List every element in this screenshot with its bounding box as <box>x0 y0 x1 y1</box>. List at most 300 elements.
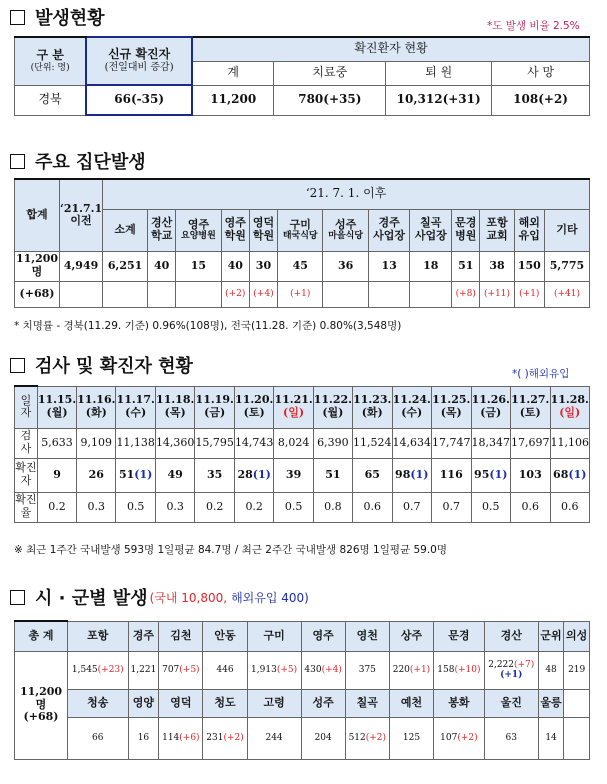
city-count: 14 <box>545 732 557 743</box>
header-new-cases: 신규 확진자 (전일대비 증감) <box>86 37 192 85</box>
tests-value: 11,524 <box>353 428 393 458</box>
city-count: 107 <box>440 732 458 743</box>
city-value <box>128 717 159 759</box>
city-count: 125 <box>402 732 421 743</box>
date-weekday: (월) <box>46 406 68 419</box>
cluster-change: (+41) <box>544 281 589 307</box>
cluster-col-name: 문경 <box>455 216 477 230</box>
confirmed-value <box>353 458 393 492</box>
city-value <box>203 651 247 689</box>
confirmed-count: 103 <box>518 467 542 481</box>
confirmed-value <box>37 458 76 492</box>
rate-value: 0.5 <box>274 492 313 522</box>
city-value <box>538 717 564 759</box>
header-gubun: 구 분 (단위: 명) <box>15 37 87 85</box>
cluster-col-header <box>514 209 544 251</box>
cluster-col-name: 포항 <box>486 216 508 230</box>
cluster-col-name: 기타 <box>556 222 578 236</box>
cluster-col-header <box>452 209 480 251</box>
rate-value: 0.6 <box>353 492 393 522</box>
cluster-col-header <box>410 209 452 251</box>
cluster-value: 150 <box>514 251 544 281</box>
city-count: 16 <box>137 732 150 743</box>
city-value <box>389 717 433 759</box>
cluster-col-header <box>480 209 514 251</box>
date-weekday: (화) <box>361 406 383 419</box>
date-weekday: (일) <box>559 406 581 419</box>
tests-value: 15,795 <box>195 428 235 458</box>
cluster-col-name: 영주 <box>224 216 246 230</box>
cluster-col-type: 요양병원 <box>181 231 216 242</box>
overseas-count: (1) <box>410 467 429 481</box>
cluster-value: 36 <box>323 251 368 281</box>
cluster-col-header <box>148 209 176 251</box>
row-label-tests: 검 사 <box>15 428 38 458</box>
confirmed-value <box>234 458 274 492</box>
tests-value: 11,106 <box>550 428 590 458</box>
cluster-col-type: 유입 <box>518 229 540 242</box>
domestic-count: (국내 10,800, <box>149 590 228 605</box>
rate-value: 0.6 <box>550 492 590 522</box>
row-label-gyeongbuk: 경북 <box>15 85 87 115</box>
date-day: 11.21. <box>274 393 313 407</box>
confirmed-value <box>195 458 235 492</box>
city-count: 375 <box>358 664 376 675</box>
city-value <box>345 717 389 759</box>
cluster-value: 45 <box>278 251 323 281</box>
city-name: 구미 <box>247 621 301 651</box>
city-value <box>128 651 159 689</box>
date-header <box>116 386 156 428</box>
city-value <box>389 651 433 689</box>
section-title-city <box>10 584 309 610</box>
rate-value: 0.3 <box>77 492 116 522</box>
city-value <box>434 717 485 759</box>
table-row <box>15 281 590 307</box>
cluster-col-type: 병원 <box>455 229 477 242</box>
header-treating: 치료중 <box>274 61 386 85</box>
cluster-col-name: 영덕 <box>252 216 275 230</box>
cluster-value: 40 <box>221 251 249 281</box>
cluster-col-type: 사업장 <box>373 229 406 242</box>
occurrence-table <box>14 36 590 116</box>
city-name: 영양 <box>128 689 159 717</box>
city-count: 48 <box>545 664 557 675</box>
city-name: 문경 <box>434 621 485 651</box>
city-change: (+2) <box>457 732 478 743</box>
city-name: 예천 <box>389 689 433 717</box>
weekly-footnote: ※ 최근 1주간 국내발생 593명 1일평균 84.7명 / 최근 2주간 국내발생 826명 1일평균 59.0명 <box>14 544 448 556</box>
header-grand-total: 총 계 <box>15 621 68 651</box>
city-name: 봉화 <box>434 689 485 717</box>
date-weekday: (목) <box>440 406 462 419</box>
date-weekday: (금) <box>204 406 226 419</box>
header-deaths: 사 망 <box>492 61 590 85</box>
city-name: 청도 <box>203 689 247 717</box>
city-count: 430 <box>304 664 322 675</box>
city-name: 김천 <box>159 621 203 651</box>
city-count: 707 <box>162 664 180 675</box>
cluster-col-type: 마을식당 <box>328 231 363 242</box>
tests-value: 6,390 <box>313 428 352 458</box>
before-value: 4,949 <box>60 251 103 281</box>
city-count: 244 <box>265 732 283 743</box>
fatality-footnote: * 치명률 - 경북(11.29. 기준) 0.96%(108명), 전국(11.28. 기준) 0.80%(3,548명) <box>14 320 402 332</box>
rate-value: 0.2 <box>234 492 274 522</box>
confirmed-value <box>550 458 590 492</box>
city-name: 칠곡 <box>345 689 389 717</box>
cluster-col-name: 경산 <box>151 216 173 230</box>
cluster-value: 18 <box>410 251 452 281</box>
city-name: 군위 <box>538 621 564 651</box>
cluster-change <box>410 281 452 307</box>
empty-cell <box>564 689 590 717</box>
cluster-col-type: 교회 <box>486 229 508 242</box>
section-title-text: 검사 및 확진자 현황 <box>35 356 193 377</box>
table-row <box>15 251 590 281</box>
header-confirmed-status: 확진환자 현황 <box>192 37 589 61</box>
city-value <box>247 717 301 759</box>
rate-value: 0.5 <box>471 492 511 522</box>
tests-value: 8,024 <box>274 428 313 458</box>
confirmed-count: 51 <box>118 467 135 481</box>
city-count: 512 <box>348 732 366 743</box>
rate-value: 0.2 <box>195 492 235 522</box>
city-name: 경주 <box>128 621 159 651</box>
date-day: 11.26. <box>471 393 510 407</box>
date-day: 11.19. <box>195 393 234 407</box>
confirmed-count: 26 <box>88 467 104 481</box>
city-count: 220 <box>392 664 410 675</box>
city-count: 1,913 <box>251 664 277 675</box>
cluster-change <box>148 281 176 307</box>
city-count: 63 <box>505 732 517 743</box>
date-day: 11.25. <box>432 393 471 407</box>
discharged-value: 10,312(+31) <box>386 85 492 115</box>
cluster-col-header <box>323 209 368 251</box>
date-header <box>432 386 472 428</box>
cluster-value: 15 <box>176 251 221 281</box>
confirmed-value <box>274 458 313 492</box>
city-name: 상주 <box>389 621 433 651</box>
date-header <box>313 386 352 428</box>
sum-value: 11,200명 <box>15 251 60 281</box>
cluster-col-type: 학원 <box>224 229 246 242</box>
confirmed-count: 28 <box>237 467 253 481</box>
checkbox-square-icon <box>10 10 25 25</box>
date-weekday: (금) <box>480 406 502 419</box>
city-name: 영주 <box>301 621 345 651</box>
city-change: (+7) <box>514 659 535 670</box>
city-name: 청송 <box>68 689 129 717</box>
date-day: 11.17. <box>116 393 155 407</box>
cluster-col-name: 소계 <box>114 222 136 236</box>
city-value <box>68 651 129 689</box>
tests-value: 17,697 <box>511 428 551 458</box>
city-count: 158 <box>437 664 455 675</box>
city-count: 66 <box>92 732 104 743</box>
date-header <box>511 386 551 428</box>
tests-value: 14,360 <box>155 428 195 458</box>
date-header <box>274 386 313 428</box>
cluster-col-header <box>221 209 249 251</box>
rate-value: 0.2 <box>37 492 76 522</box>
overseas-count: (1) <box>568 467 587 481</box>
date-day: 11.28. <box>550 393 589 407</box>
tests-value: 17,747 <box>432 428 472 458</box>
overseas-count: 해외유입 400) <box>231 590 309 605</box>
new-cases-value: 66(-35) <box>86 85 192 115</box>
empty-cell <box>60 281 103 307</box>
city-change: (+1) <box>409 664 431 675</box>
section-title-text: 발생현황 <box>35 8 105 29</box>
date-weekday: (목) <box>164 406 186 419</box>
confirmed-count: 9 <box>53 467 61 481</box>
city-value <box>434 651 485 689</box>
confirmed-count: 95 <box>474 467 490 481</box>
city-change: (+4) <box>321 664 342 675</box>
cluster-value: 51 <box>452 251 480 281</box>
date-header <box>77 386 116 428</box>
overseas-note: *( )해외유입 <box>512 368 570 380</box>
section-title-text: 주요 집단발생 <box>35 152 146 173</box>
confirmed-value <box>432 458 472 492</box>
confirmed-count: 51 <box>325 467 341 481</box>
city-value <box>564 651 590 689</box>
table-row <box>15 717 590 759</box>
rate-value: 0.7 <box>392 492 432 522</box>
date-header <box>37 386 76 428</box>
cluster-col-type: 학원 <box>252 229 275 242</box>
city-name: 의성 <box>564 621 590 651</box>
city-count: 204 <box>314 732 332 743</box>
date-weekday: (일) <box>283 406 305 419</box>
cluster-change: (+2) <box>221 281 249 307</box>
city-value <box>538 651 564 689</box>
row-label-rate: 확진율 <box>15 492 38 522</box>
date-header <box>155 386 195 428</box>
rate-value: 0.6 <box>511 492 551 522</box>
cluster-change: (+1) <box>278 281 323 307</box>
cluster-col-type: 태국식당 <box>282 231 318 242</box>
cluster-col-header <box>176 209 221 251</box>
cluster-change <box>323 281 368 307</box>
cluster-change <box>176 281 221 307</box>
confirmed-count: 49 <box>167 467 183 481</box>
section-title-cluster <box>10 148 146 174</box>
city-value <box>247 651 301 689</box>
city-value <box>301 717 345 759</box>
city-name: 울진 <box>484 689 538 717</box>
table-row <box>15 651 590 689</box>
cluster-value: 40 <box>148 251 176 281</box>
cluster-value: 5,775 <box>544 251 589 281</box>
checkbox-square-icon <box>10 358 25 373</box>
city-overseas-change: (+1) <box>500 670 523 680</box>
header-date: 일 자 <box>15 386 38 428</box>
tests-value: 5,633 <box>37 428 76 458</box>
date-weekday: (수) <box>401 406 423 419</box>
confirmed-count: 35 <box>207 467 223 481</box>
cluster-col-header <box>544 209 589 251</box>
checkbox-square-icon <box>10 590 25 605</box>
row-label-confirmed: 확진자 <box>15 458 38 492</box>
section-title-tests <box>10 352 193 378</box>
confirmed-value <box>313 458 352 492</box>
confirmed-value <box>471 458 511 492</box>
cluster-table <box>14 178 590 308</box>
cluster-change: (+4) <box>249 281 277 307</box>
date-weekday: (화) <box>85 406 107 419</box>
occurrence-ratio-note: *도 발생 비율 2.5% <box>487 20 580 32</box>
deaths-value: 108(+2) <box>492 85 590 115</box>
city-value <box>345 651 389 689</box>
tests-value: 14,743 <box>234 428 274 458</box>
date-header <box>353 386 393 428</box>
header-total: 계 <box>192 61 274 85</box>
city-value <box>301 651 345 689</box>
header-sum: 합계 <box>15 179 60 251</box>
city-name: 성주 <box>301 689 345 717</box>
city-value <box>68 717 129 759</box>
confirmed-value <box>116 458 156 492</box>
table-row <box>15 492 590 522</box>
header-discharged: 퇴 원 <box>386 61 492 85</box>
city-change: (+5) <box>276 664 298 675</box>
rate-value: 0.3 <box>155 492 195 522</box>
city-name: 울릉 <box>538 689 564 717</box>
section-title-text: 시 · 군별 발생 <box>35 588 148 609</box>
city-change: (+23) <box>97 664 124 675</box>
section-title-occurrence <box>10 4 105 30</box>
cluster-col-name: 구미 <box>289 217 311 231</box>
cluster-col-name: 해외 <box>518 216 540 230</box>
date-header <box>471 386 511 428</box>
tests-value: 11,138 <box>116 428 156 458</box>
tests-table <box>14 385 590 523</box>
city-change: (+2) <box>223 732 244 743</box>
overseas-count: (1) <box>252 467 271 481</box>
confirmed-count: 65 <box>364 467 380 481</box>
city-name: 안동 <box>203 621 247 651</box>
rate-value: 0.7 <box>432 492 472 522</box>
date-header <box>234 386 274 428</box>
city-count: 1,221 <box>130 664 157 675</box>
cluster-col-header <box>368 209 410 251</box>
city-value <box>159 717 203 759</box>
header-before-july: ‘21.7.1 이전 <box>60 179 103 251</box>
date-day: 11.23. <box>353 393 392 407</box>
city-count: 114 <box>162 732 180 743</box>
cluster-change: (+11) <box>480 281 514 307</box>
table-row <box>15 458 590 492</box>
table-row <box>15 428 590 458</box>
cluster-col-name: 영주 <box>187 217 210 231</box>
cluster-value: 6,251 <box>103 251 148 281</box>
cluster-col-header <box>103 209 148 251</box>
confirmed-count: 116 <box>439 467 463 481</box>
city-count: 1,545 <box>71 664 98 675</box>
date-weekday: (토) <box>243 406 265 419</box>
city-change: (+5) <box>179 664 200 675</box>
cluster-value: 30 <box>249 251 277 281</box>
table-row <box>15 85 590 115</box>
date-day: 11.24. <box>392 393 431 407</box>
confirmed-count: 68 <box>553 467 569 481</box>
confirmed-value <box>392 458 432 492</box>
rate-value: 0.5 <box>116 492 156 522</box>
cluster-col-type: 학교 <box>151 229 173 242</box>
cluster-col-type: 사업장 <box>414 229 447 242</box>
city-value <box>484 717 538 759</box>
city-name: 고령 <box>247 689 301 717</box>
date-day: 11.15. <box>37 393 77 407</box>
city-table <box>14 620 590 760</box>
date-header <box>195 386 235 428</box>
overseas-count: (1) <box>134 467 153 481</box>
confirmed-value <box>155 458 195 492</box>
tests-value: 14,634 <box>392 428 432 458</box>
date-weekday: (월) <box>322 406 344 419</box>
date-day: 11.16. <box>77 393 116 407</box>
tests-value: 9,109 <box>77 428 116 458</box>
total-value: 11,200 <box>192 85 274 115</box>
cluster-value: 13 <box>368 251 410 281</box>
cluster-col-name: 경주 <box>378 216 400 230</box>
grand-total-value: 11,200명 (+68) <box>15 651 68 759</box>
city-count: 219 <box>568 664 586 675</box>
city-change: (+2) <box>365 732 387 743</box>
city-value <box>484 651 538 689</box>
city-change: (+6) <box>179 732 200 743</box>
city-name: 영덕 <box>159 689 203 717</box>
empty-cell <box>564 717 590 759</box>
header-after-july: ‘21. 7. 1. 이후 <box>103 179 590 209</box>
city-name: 경산 <box>484 621 538 651</box>
city-change: (+10) <box>454 664 481 675</box>
date-day: 11.18. <box>156 393 195 407</box>
city-name: 포항 <box>68 621 129 651</box>
city-count: 2,222 <box>488 659 514 670</box>
cluster-value: 38 <box>480 251 514 281</box>
overseas-count: (1) <box>489 467 508 481</box>
tests-value: 18,347 <box>471 428 511 458</box>
city-value <box>159 651 203 689</box>
cluster-change: (+1) <box>514 281 544 307</box>
cluster-col-header <box>278 209 323 251</box>
confirmed-count: 98 <box>395 467 411 481</box>
cluster-col-name: 칠곡 <box>420 216 442 230</box>
city-value <box>203 717 247 759</box>
checkbox-square-icon <box>10 154 25 169</box>
cluster-change <box>368 281 410 307</box>
date-day: 11.20. <box>235 393 274 407</box>
sum-change-value: (+68) <box>15 281 60 307</box>
date-day: 11.22. <box>313 393 352 407</box>
cluster-col-name: 성주 <box>334 217 357 231</box>
city-count: 231 <box>206 732 224 743</box>
date-weekday: (토) <box>519 406 541 419</box>
date-weekday: (수) <box>125 406 147 419</box>
cluster-change <box>103 281 148 307</box>
city-name: 영천 <box>345 621 389 651</box>
date-day: 11.27. <box>511 393 550 407</box>
confirmed-value <box>511 458 551 492</box>
cluster-change: (+8) <box>452 281 480 307</box>
date-header <box>550 386 590 428</box>
treating-value: 780(+35) <box>274 85 386 115</box>
confirmed-value <box>77 458 116 492</box>
